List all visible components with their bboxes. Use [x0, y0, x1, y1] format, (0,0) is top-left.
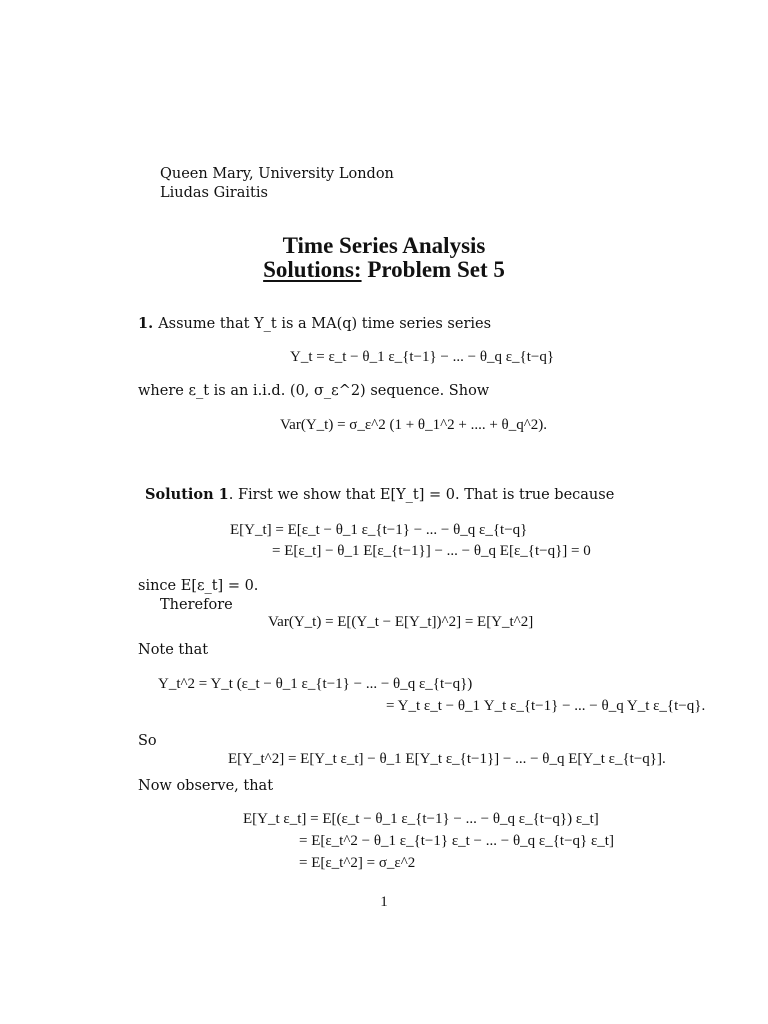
subtitle-problem-set: Problem Set 5: [367, 257, 505, 282]
page-title: Time Series Analysis: [282, 233, 486, 258]
institution-line: Queen Mary, University London: [160, 166, 394, 182]
cross-expectation-line-1: E[Y_t ε_t] = E[(ε_t − θ_1 ε_{t−1} − ... − θ_q ε_{t−q}) ε_t]: [243, 811, 599, 827]
problem-1-intro-text: Assume that Y_t is a MA(q) time series series: [158, 316, 492, 332]
mean-equation-line-2: = E[ε_t] − θ_1 E[ε_{t−1}] − ... − θ_q E[ε_{t−q}] = 0: [272, 543, 591, 559]
solution-1-intro-text: . First we show that E[Y_t] = 0. That is true because: [228, 487, 615, 503]
subtitle-solutions: Solutions:: [263, 257, 362, 282]
so-text: So: [138, 733, 157, 749]
problem-1-number: 1.: [138, 315, 159, 332]
author-line: Liudas Giraitis: [160, 185, 268, 201]
note-text: Note that: [138, 642, 209, 658]
square-equation-line-1: Y_t^2 = Y_t (ε_t − θ_1 ε_{t−1} − ... − θ_q ε_{t−q}): [158, 676, 473, 692]
variance-second-moment-equation: Var(Y_t) = E[(Y_t − E[Y_t])^2] = E[Y_t^2]: [268, 614, 534, 630]
problem-1-where-text: where ε_t is an i.i.d. (0, σ_ε^2) sequence. Show: [138, 383, 490, 399]
since-text: since E[ε_t] = 0.: [138, 578, 259, 594]
mean-equation-line-1: E[Y_t] = E[ε_t − θ_1 ε_{t−1} − ... − θ_q ε_{t−q}: [230, 522, 528, 538]
cross-expectation-line-2: = E[ε_t^2 − θ_1 ε_{t−1} ε_t − ... − θ_q ε_{t−q} ε_t]: [299, 833, 614, 849]
ma-definition-equation: Y_t = ε_t − θ_1 ε_{t−1} − ... − θ_q ε_{t−q}: [290, 349, 555, 365]
problem-1-statement: [138, 315, 491, 333]
expectation-square-equation: E[Y_t^2] = E[Y_t ε_t] − θ_1 E[Y_t ε_{t−1}] − ... − θ_q E[Y_t ε_{t−q}].: [228, 751, 666, 767]
solution-1-label: Solution 1: [145, 486, 229, 503]
therefore-text: Therefore: [160, 597, 233, 613]
cross-expectation-line-3: = E[ε_t^2] = σ_ε^2: [299, 855, 416, 871]
page-number: 1: [380, 894, 388, 910]
variance-target-equation: Var(Y_t) = σ_ε^2 (1 + θ_1^2 + .... + θ_q^2).: [280, 417, 548, 433]
page-subtitle: [0, 257, 768, 283]
square-equation-line-2: = Y_t ε_t − θ_1 Y_t ε_{t−1} − ... − θ_q Y_t ε_{t−q}.: [386, 698, 706, 714]
solution-1-intro: [145, 486, 614, 504]
observe-text: Now observe, that: [138, 778, 274, 794]
